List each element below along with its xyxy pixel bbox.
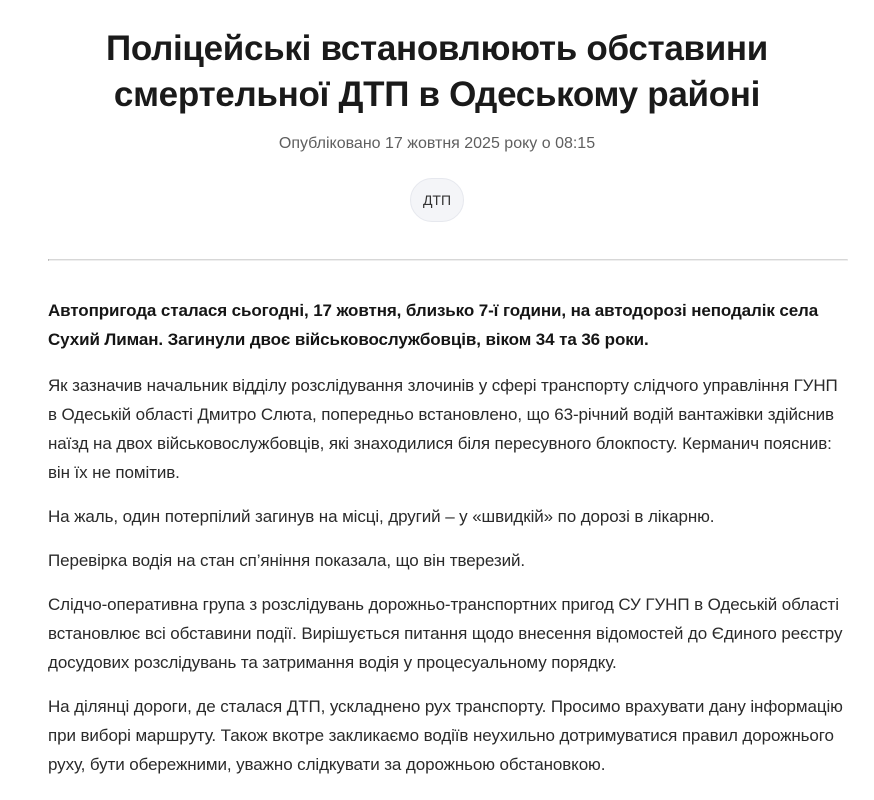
body-paragraph: Слідчо-оперативна група з розслідувань дорожньо-транспортних пригод СУ ГУНП в Одеській області встановлює всі обставини події. Вирішується питання щодо внесення відомостей до Єдиного реєстру досудових розслідувань та затримання водія у процесуальному порядку. [48, 595, 843, 672]
tag-chip-dtp[interactable]: ДТП [410, 178, 464, 222]
body-paragraph: Як зазначив начальник відділу розслідування злочинів у сфері транспорту слідчого управління ГУНП в Одеській області Дмитро Слюта, попередньо встановлено, що 63-річний водій вантажівки здійснив наїзд на двох військовослужбовців, які знаходилися біля пересувного блокпосту. Керманич пояснив: він їх не помітив. [48, 376, 838, 482]
article-body [48, 296, 848, 794]
article-title: Поліцейські встановлюють обставини смертельної ДТП в Одеському районі [106, 29, 768, 114]
body-paragraph: На жаль, один потерпілий загинув на місці, другий – у «швидкій» по дорозі в лікарню. [48, 507, 715, 526]
body-paragraph: Перевірка водія на стан сп’яніння показала, що він тверезий. [48, 551, 525, 570]
body-paragraph: На ділянці дороги, де сталася ДТП, ускладнено рух транспорту. Просимо врахувати дану інформацію при виборі маршруту. Також вкотре закликаємо водіїв неухильно дотримуватися правил дорожнього руху, бути обережними, уважно слідкувати за дорожньою обстановкою. [48, 697, 843, 774]
tag-list [0, 178, 874, 222]
publish-date: Опубліковано 17 жовтня 2025 року о 08:15 [278, 135, 596, 152]
divider [48, 259, 848, 261]
lead-paragraph: Автопригода сталася сьогодні, 17 жовтня, близько 7-ї години, на автодорозі неподалік села Сухий Лиман. Загинули двоє військовослужбовців, віком 34 та 36 роки. [48, 301, 819, 349]
